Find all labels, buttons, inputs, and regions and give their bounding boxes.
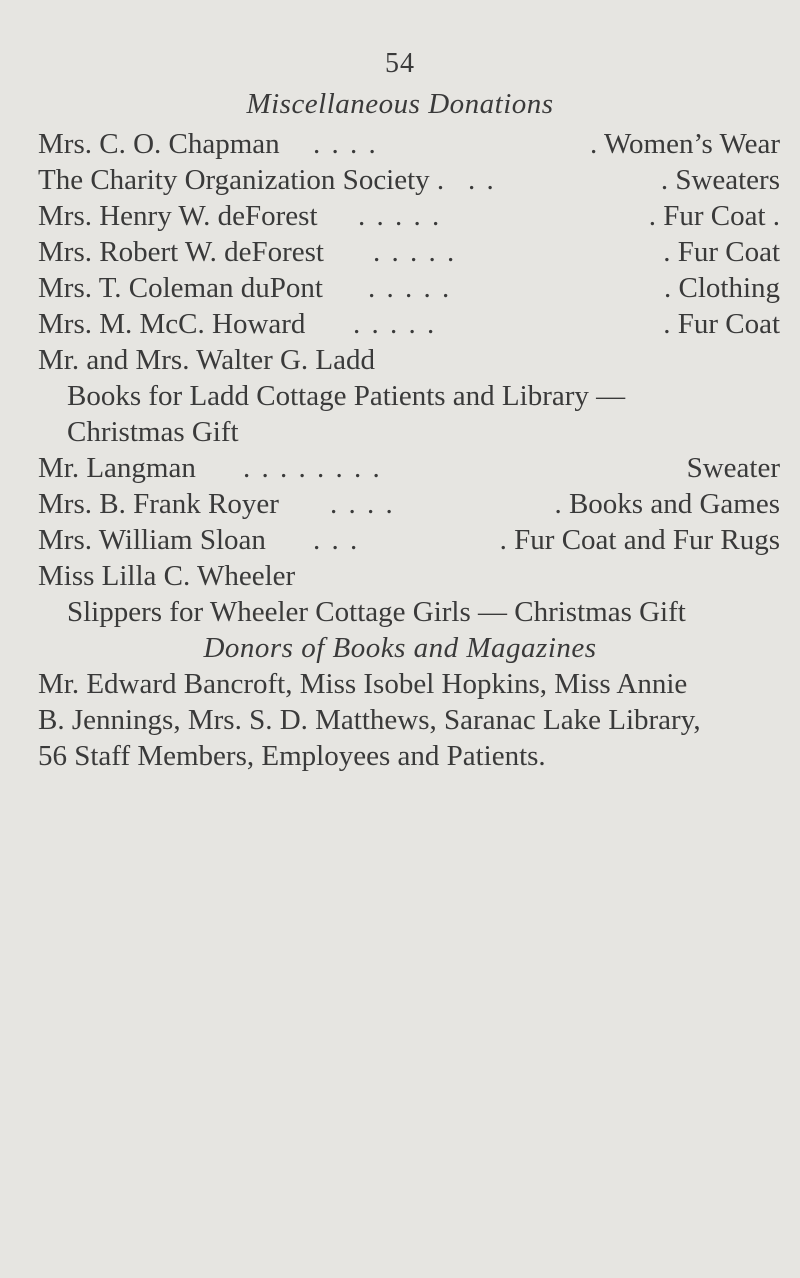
donation-item: . Fur Coat and Fur Rugs bbox=[499, 524, 780, 556]
donor-name: Mr. Langman bbox=[38, 452, 196, 484]
donor-name-ladd: Mr. and Mrs. Walter G. Ladd bbox=[38, 344, 376, 376]
leader-dots: . . bbox=[468, 164, 496, 196]
wheeler-gift: Slippers for Wheeler Cottage Girls — Christmas Gift bbox=[67, 596, 686, 628]
leader-dots: . . . . bbox=[313, 128, 378, 160]
donation-row bbox=[38, 128, 780, 164]
donation-item: . Sweaters bbox=[660, 164, 780, 196]
ladd-gift-line-1: Books for Ladd Cottage Patients and Library — bbox=[67, 380, 626, 412]
donation-item: . Books and Games bbox=[554, 488, 780, 520]
donation-item: . Fur Coat bbox=[663, 308, 780, 340]
page-number: 54 bbox=[385, 48, 415, 79]
books-heading: Donors of Books and Magazines bbox=[203, 632, 597, 664]
donor-name: Mrs. Robert W. deForest bbox=[38, 236, 324, 268]
leader-dots: . . . . . bbox=[353, 308, 437, 340]
donation-item: . Clothing bbox=[663, 272, 780, 304]
donation-item: Sweater bbox=[686, 452, 780, 484]
leader-dots: . . . . bbox=[330, 488, 395, 520]
donation-item: . Women’s Wear bbox=[590, 128, 780, 160]
donation-row bbox=[38, 164, 780, 200]
section-heading: Miscellaneous Donations bbox=[246, 88, 554, 120]
donor-name: Mrs. T. Coleman duPont bbox=[38, 272, 323, 304]
books-donors-line-1: Mr. Edward Bancroft, Miss Isobel Hopkins, Miss Annie bbox=[38, 668, 688, 700]
donor-name: Mrs. William Sloan bbox=[38, 524, 266, 556]
donation-row bbox=[38, 200, 780, 236]
leader-dots: . . . bbox=[313, 524, 360, 556]
donation-row bbox=[38, 236, 780, 272]
donation-row bbox=[38, 488, 780, 524]
donation-row bbox=[38, 452, 780, 488]
donor-name: Mrs. M. McC. Howard bbox=[38, 308, 306, 340]
leader-dots: . . . . . . . . bbox=[243, 452, 382, 484]
donation-item: . Fur Coat bbox=[663, 236, 780, 268]
donor-name: Mrs. C. O. Chapman bbox=[38, 128, 280, 160]
donation-row bbox=[38, 272, 780, 308]
donation-item: . Fur Coat . bbox=[648, 200, 780, 232]
leader-dots: . . . . . bbox=[358, 200, 442, 232]
donor-name: The Charity Organization Society . bbox=[38, 164, 445, 196]
donor-name-wheeler: Miss Lilla C. Wheeler bbox=[38, 560, 296, 592]
ladd-gift-line-2: Christmas Gift bbox=[67, 416, 239, 448]
books-donors-line-3: 56 Staff Members, Employees and Patients. bbox=[38, 740, 546, 772]
donor-name: Mrs. Henry W. deForest bbox=[38, 200, 318, 232]
donation-row bbox=[38, 308, 780, 344]
donation-row bbox=[38, 524, 780, 560]
books-donors-line-2: B. Jennings, Mrs. S. D. Matthews, Saranac Lake Library, bbox=[38, 704, 701, 736]
leader-dots: . . . . . bbox=[368, 272, 452, 304]
donor-name: Mrs. B. Frank Royer bbox=[38, 488, 279, 520]
leader-dots: . . . . . bbox=[373, 236, 457, 268]
